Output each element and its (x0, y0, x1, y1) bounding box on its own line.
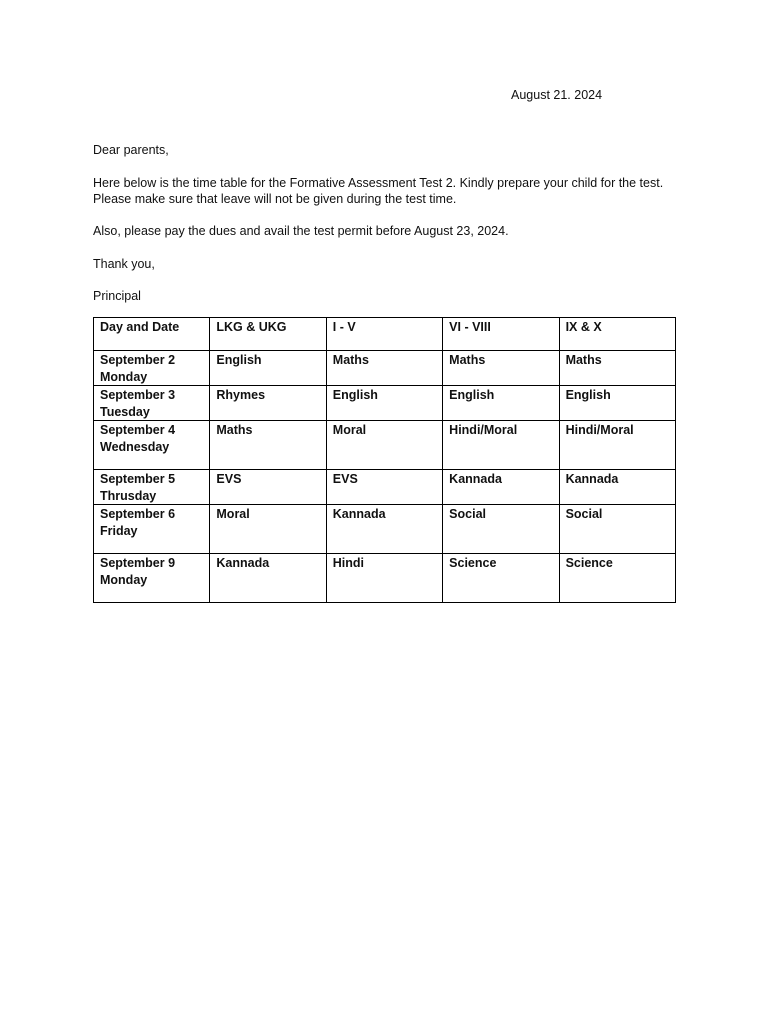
header-cell: Day and Date (94, 318, 210, 351)
subject-cell: Science (443, 554, 559, 603)
subject-cell: Maths (559, 351, 675, 386)
header-cell: I - V (326, 318, 442, 351)
row-day: Friday (100, 523, 138, 538)
subject-cell: Hindi (326, 554, 442, 603)
table-header-row (94, 318, 676, 351)
row-date: September 5 (100, 472, 176, 486)
paragraph-timetable-notice: Here below is the time table for the Formative Assessment Test 2. Kindly prepare your child for the test. Please make sure that leave will not be given during the test time. (93, 175, 664, 206)
subject-cell: Kannada (210, 554, 326, 603)
day-date-cell (94, 421, 210, 470)
subject-cell: Moral (326, 421, 442, 470)
subject-cell: Social (443, 505, 559, 554)
header-cell: VI - VIII (443, 318, 559, 351)
table-row (94, 505, 676, 554)
subject-cell: Kannada (443, 470, 559, 505)
day-date-cell (94, 470, 210, 505)
day-date-cell (94, 554, 210, 603)
row-date: September 6 (100, 507, 176, 521)
subject-cell: Kannada (559, 470, 675, 505)
subject-cell: English (326, 386, 442, 421)
row-day: Thrusday (100, 488, 157, 503)
closing: Thank you, (93, 256, 155, 271)
row-date: September 2 (100, 353, 176, 367)
subject-cell: Maths (443, 351, 559, 386)
subject-cell: Kannada (326, 505, 442, 554)
subject-cell: Social (559, 505, 675, 554)
table-row (94, 421, 676, 470)
day-date-cell (94, 351, 210, 386)
paragraph-dues-notice: Also, please pay the dues and avail the test permit before August 23, 2024. (93, 224, 509, 238)
header-cell: IX & X (559, 318, 675, 351)
header-cell: LKG & UKG (210, 318, 326, 351)
signature: Principal (93, 289, 141, 303)
table-row (94, 351, 676, 386)
row-date: September 4 (100, 423, 176, 437)
row-day: Monday (100, 369, 148, 384)
subject-cell: Hindi/Moral (443, 421, 559, 470)
row-day: Wednesday (100, 439, 170, 454)
row-date: September 9 (100, 556, 176, 570)
subject-cell: EVS (326, 470, 442, 505)
day-date-cell (94, 386, 210, 421)
subject-cell: EVS (210, 470, 326, 505)
subject-cell: Science (559, 554, 675, 603)
subject-cell: English (210, 351, 326, 386)
subject-cell: English (559, 386, 675, 421)
letter-body (93, 142, 683, 321)
salutation: Dear parents, (93, 143, 169, 157)
timetable (93, 317, 676, 603)
table-row (94, 554, 676, 603)
row-day: Tuesday (100, 404, 150, 419)
table-row (94, 470, 676, 505)
day-date-cell (94, 505, 210, 554)
subject-cell: Hindi/Moral (559, 421, 675, 470)
row-day: Monday (100, 572, 148, 587)
subject-cell: Moral (210, 505, 326, 554)
subject-cell: English (443, 386, 559, 421)
subject-cell: Rhymes (210, 386, 326, 421)
subject-cell: Maths (210, 421, 326, 470)
table-row (94, 386, 676, 421)
subject-cell: Maths (326, 351, 442, 386)
row-date: September 3 (100, 388, 176, 402)
letter-date: August 21. 2024 (511, 88, 603, 102)
